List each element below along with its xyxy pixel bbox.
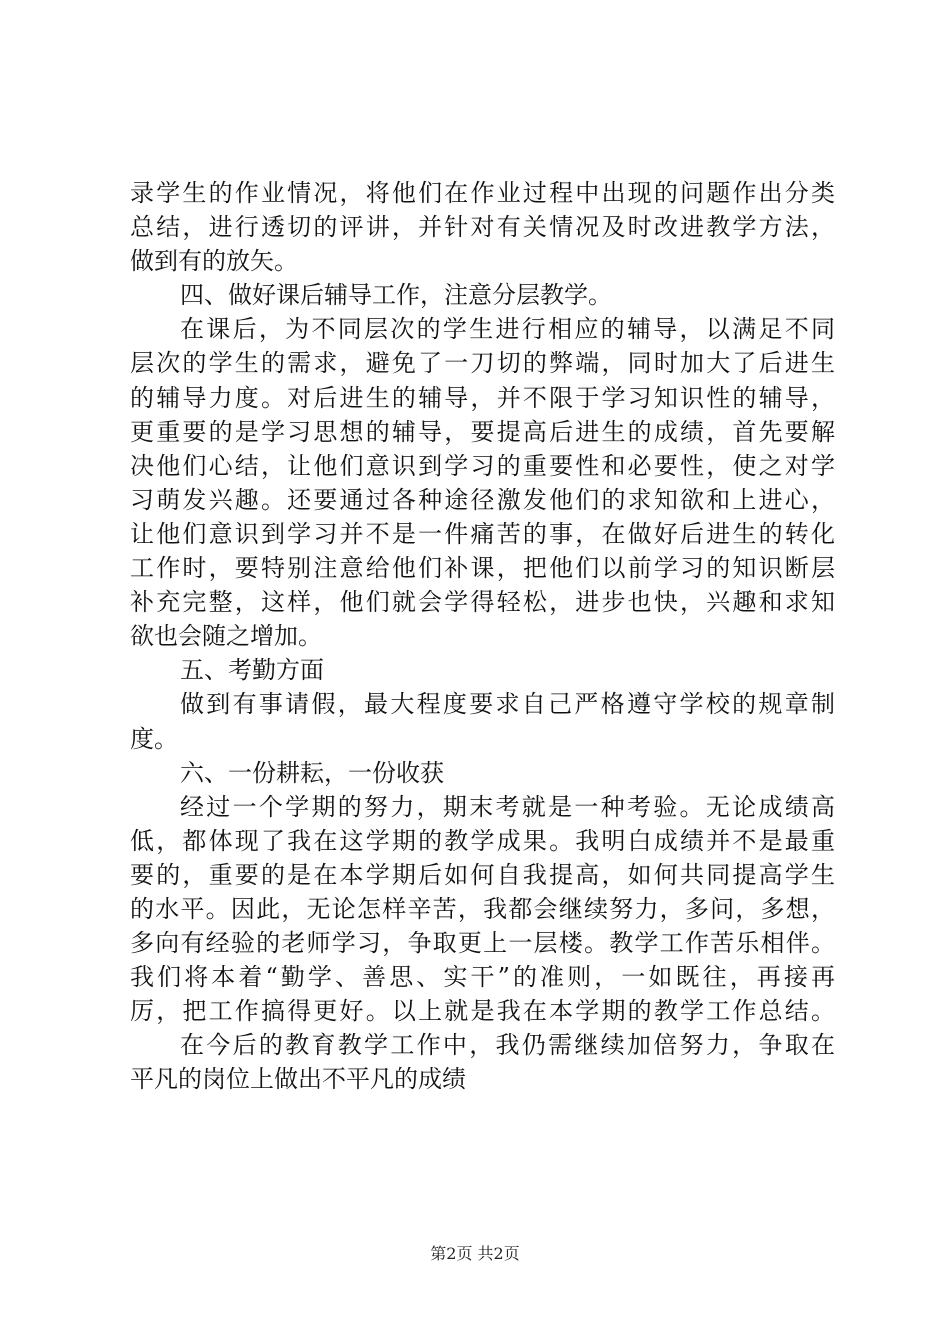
- text-line: 平凡的岗位上做出不平凡的成绩: [130, 1065, 466, 1094]
- text-line: 多向有经验的老师学习，争取更上一层楼。教学工作苦乐相伴。: [130, 929, 835, 958]
- text-line: 录学生的作业情况，将他们在作业过程中出现的问题作出分类: [130, 179, 835, 207]
- text-line: 度。: [130, 724, 178, 753]
- text-line: 决他们心结，让他们意识到学习的重要性和必要性，使之对学: [130, 451, 835, 480]
- text-line: 的水平。因此，无论怎样辛苦，我都会继续努力，多问，多想，: [130, 894, 835, 923]
- text-line: 让他们意识到学习并不是一件痛苦的事，在做好后进生的转化: [130, 519, 835, 548]
- section-heading: 五、考勤方面: [180, 656, 324, 685]
- text-line: 总结，进行透切的评讲，并针对有关情况及时改进教学方法，: [130, 213, 835, 242]
- text-line: 欲也会随之增加。: [130, 622, 322, 651]
- document-body: [130, 176, 835, 1097]
- text-line: 做到有事请假，最大程度要求自己严格遵守学校的规章制: [180, 690, 835, 719]
- text-line: 更重要的是学习思想的辅导，要提高后进生的成绩，首先要解: [130, 417, 835, 446]
- text-line: 层次的学生的需求，避免了一刀切的弊端，同时加大了后进生: [130, 349, 835, 378]
- text-line: 的辅导力度。对后进生的辅导，并不限于学习知识性的辅导，: [130, 383, 835, 412]
- text-line: 经过一个学期的努力，期末考就是一种考验。无论成绩高: [180, 792, 835, 821]
- text-line: 我们将本着“勤学、善思、实干”的准则，一如既往，再接再: [130, 963, 835, 992]
- section-heading: 四、做好课后辅导工作，注意分层教学。: [180, 281, 612, 310]
- text-line: 要的，重要的是在本学期后如何自我提高，如何共同提高学生: [130, 860, 835, 889]
- text-line: 习萌发兴趣。还要通过各种途径激发他们的求知欲和上进心，: [130, 485, 835, 514]
- text-line: 在课后，为不同层次的学生进行相应的辅导，以满足不同: [180, 315, 835, 344]
- text-line: 工作时，要特别注意给他们补课，把他们以前学习的知识断层: [130, 554, 835, 583]
- page-number-footer: 第2页 共2页: [430, 1244, 520, 1263]
- text-line: 在今后的教育教学工作中，我仍需继续加倍努力，争取在: [180, 1031, 835, 1060]
- section-heading: 六、一份耕耘，一份收获: [180, 758, 444, 787]
- text-line: 低，都体现了我在这学期的教学成果。我明白成绩并不是最重: [130, 826, 835, 855]
- text-line: 补充完整，这样，他们就会学得轻松，进步也快，兴趣和求知: [130, 588, 835, 617]
- text-line: 厉，把工作搞得更好。以上就是我在本学期的教学工作总结。: [130, 997, 835, 1026]
- text-line: 做到有的放矢。: [130, 247, 298, 276]
